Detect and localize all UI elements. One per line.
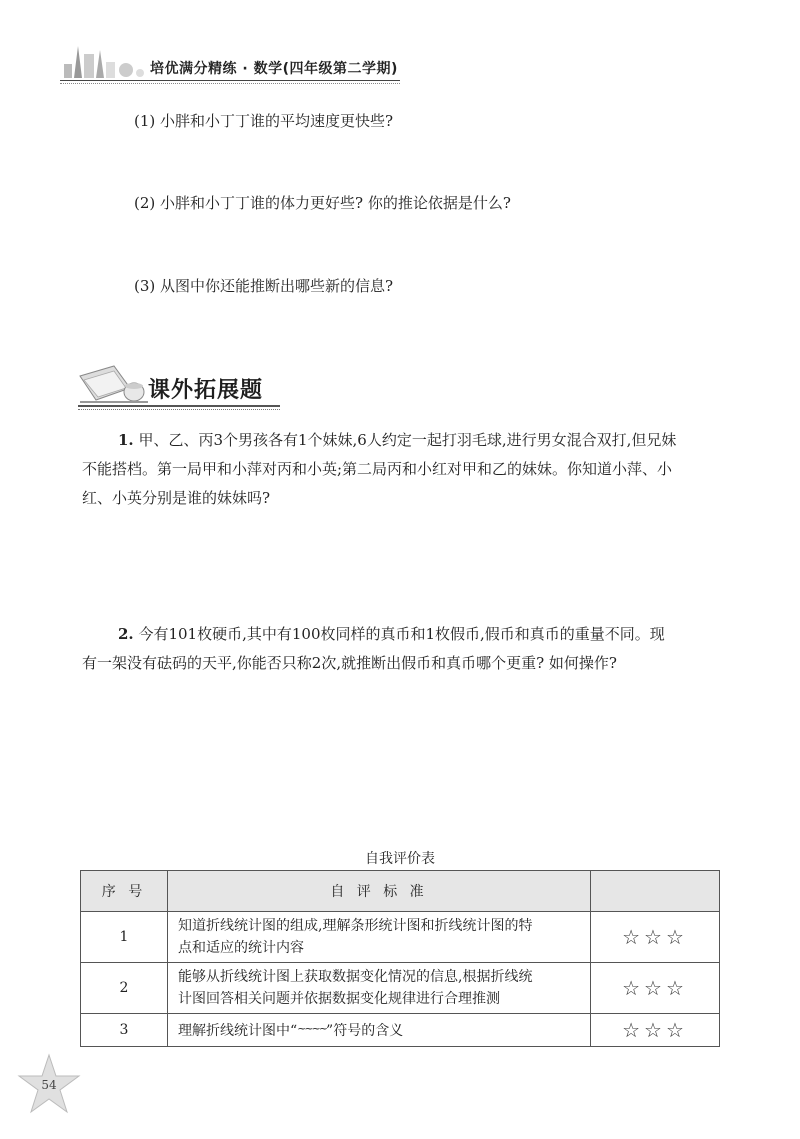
- standard-line: 能够从折线统计图上获取数据变化情况的信息,根据折线统: [178, 969, 533, 985]
- table-header-row: [81, 871, 720, 912]
- problem-line: 甲、乙、丙3个男孩各有1个妹妹,6人约定一起打羽毛球,进行男女混合双打,但兄妹: [138, 431, 677, 449]
- problem-number: 1.: [118, 431, 134, 449]
- standard-line: 计图回答相关问题并依据数据变化规律进行合理推测: [178, 991, 500, 1007]
- table-row: [81, 963, 720, 1014]
- problem-line: 红、小英分别是谁的妹妹吗?: [82, 489, 271, 507]
- problem-number: 2.: [118, 625, 134, 643]
- row-standard: [168, 1014, 591, 1047]
- table-row: [81, 1014, 720, 1047]
- header-rule-dotted: [60, 83, 400, 84]
- header-title: 培优满分精练 · 数学(四年级第二学期): [150, 61, 398, 77]
- eval-table: [80, 870, 720, 1047]
- section-rule-dotted: [78, 409, 280, 410]
- problem-1: [82, 426, 702, 513]
- standard-text: 理解折线统计图中“: [178, 1023, 298, 1039]
- rating-stars[interactable]: ☆☆☆: [591, 1014, 720, 1047]
- question-3: (3) 从图中你还能推断出哪些新的信息?: [134, 277, 394, 295]
- row-num: 3: [81, 1014, 168, 1047]
- section-title: 课外拓展题: [148, 378, 264, 403]
- row-num: 2: [81, 963, 168, 1014]
- break-symbol: ~~~~: [297, 1022, 327, 1035]
- header-rating: [591, 871, 720, 912]
- header-decoration-icon: [60, 40, 150, 80]
- header-rule: [60, 80, 400, 81]
- problem-2: [82, 620, 702, 678]
- problem-line: 不能搭档。第一局甲和小萍对丙和小英;第二局丙和小红对甲和乙的妹妹。你知道小萍、小: [82, 460, 673, 478]
- problem-line: 有一架没有砝码的天平,你能否只称2次,就推断出假币和真币哪个更重? 如何操作?: [82, 654, 617, 672]
- standard-line: 点和适应的统计内容: [178, 940, 304, 956]
- row-standard: [168, 912, 591, 963]
- question-2: (2) 小胖和小丁丁谁的体力更好些? 你的推论依据是什么?: [134, 194, 511, 212]
- header-standard: 自 评 标 准: [168, 871, 591, 912]
- header-num: 序 号: [81, 871, 168, 912]
- table-row: [81, 912, 720, 963]
- eval-table-title: 自我评价表: [365, 851, 435, 867]
- row-num: 1: [81, 912, 168, 963]
- section-rule: [78, 405, 280, 407]
- problem-line: 今有101枚硬币,其中有100枚同样的真币和1枚假币,假币和真币的重量不同。现: [138, 625, 665, 643]
- row-standard: [168, 963, 591, 1014]
- page-number: 54: [41, 1078, 57, 1092]
- standard-text: ”符号的含义: [326, 1023, 404, 1039]
- rating-stars[interactable]: ☆☆☆: [591, 912, 720, 963]
- question-1: (1) 小胖和小丁丁谁的平均速度更快些?: [134, 112, 394, 130]
- standard-line: 知道折线统计图的组成,理解条形统计图和折线统计图的特: [178, 918, 533, 934]
- rating-stars[interactable]: ☆☆☆: [591, 963, 720, 1014]
